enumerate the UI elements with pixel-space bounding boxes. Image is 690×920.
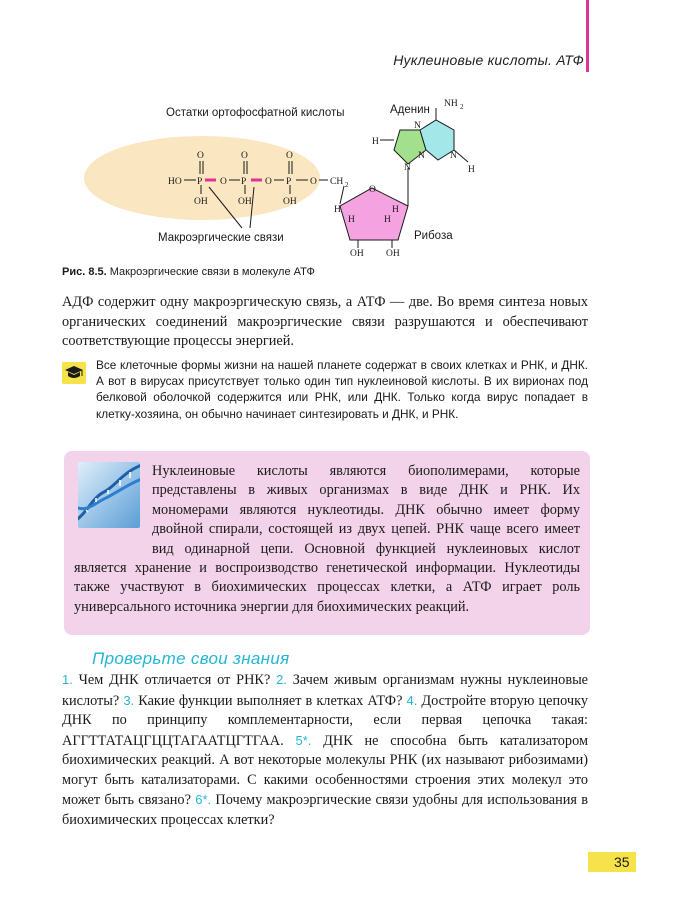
caption-text: Макроэргические связи в молекуле АТФ [109, 266, 315, 278]
question-text: Почему макроэргические связи удобны для использования в биохимических процессах клетки? [62, 792, 589, 828]
question-number: 3. [123, 692, 135, 708]
svg-text:N: N [404, 163, 411, 173]
caption-number: Рис. 8.5. [62, 266, 107, 278]
svg-text:HO: HO [168, 177, 182, 187]
label-ribose: Рибоза [414, 230, 453, 242]
svg-text:P: P [197, 177, 203, 187]
svg-text:OH: OH [350, 249, 364, 259]
summary-paragraph: Нуклеиновые кислоты являются биополимерами, которые представлены в живых организмах в виде ДНК и РНК. Их мономерами являются нуклеотиды. ДНК обычно имеет форму двойной спирали, состоящей из двух цепей. РНК чаще всего имеет вид одинарной цепи. Основной функцией нуклеиновых кислот является хранение и воспроизводство генетической информации. Нуклеотиды также участвуют в биохимических процессах клетки, а АТФ играет роль универсального источника энергии для биохимических реакций. [74, 463, 580, 615]
svg-text:H: H [348, 215, 355, 225]
svg-text:O: O [241, 151, 248, 161]
svg-text:O: O [369, 185, 376, 195]
svg-text:H: H [392, 205, 399, 215]
image-spacer [74, 462, 152, 540]
svg-text:P: P [286, 177, 292, 187]
svg-text:N: N [414, 121, 421, 131]
svg-text:O: O [220, 177, 227, 187]
summary-text [74, 462, 580, 617]
question-number: 4. [406, 692, 418, 708]
question-number: 2. [276, 672, 287, 687]
virus-note: Все клеточные формы жизни на нашей планете содержат в своих клетках и РНК, и ДНК. А вот в вирусах присутствует только один тип нуклеиновой кислоты. В их вирионах под белковой оболочкой содержится или РНК, или ДНК. Только когда вирус попадает в клетку-хозяина, он обычно начинает синтезировать и ДНК, и РНК. [96, 358, 588, 421]
question-number: 1. [62, 672, 73, 687]
adenine-six-ring [420, 120, 454, 160]
graduation-cap-icon [62, 362, 86, 384]
questions-list [62, 670, 588, 830]
question-number: 6*. [195, 792, 212, 807]
atp-figure [62, 92, 482, 260]
label-adenine: Аденин [390, 104, 430, 116]
svg-text:2: 2 [460, 103, 464, 111]
paragraph-adp-atp: АДФ содержит одну макроэргическую связь, а АТФ — две. Во время синтеза новых органических соединений макроэргические связи разрушаются и обеспечивают соответствующие процессы энергией. [62, 294, 588, 349]
label-phosphate-residues: Остатки ортофосфатной кислоты [166, 107, 345, 119]
page-edge-accent [586, 0, 589, 72]
question-text: Зачем живым организмам нужны нуклеиновые кислоты? [62, 672, 589, 709]
svg-text:O: O [286, 151, 293, 161]
svg-text:H: H [468, 165, 475, 175]
svg-text:OH: OH [283, 197, 297, 207]
svg-text:2: 2 [345, 181, 349, 189]
question-text: Чем ДНК отличается от РНК? [78, 672, 271, 688]
page-number: 35 [614, 854, 630, 870]
svg-text:OH: OH [194, 197, 208, 207]
label-macroergic-bonds: Макроэргические связи [158, 232, 284, 244]
svg-text:H: H [372, 137, 379, 147]
question-text: Какие функции выполняет в клетках АТФ? [138, 692, 403, 709]
question-text: ДНК не способна быть катализатором биохимических реакций. А вот некоторые молекулы РНК (их называют рибозимами) могут быть катализаторами. С какими особенностями строения этих молекул это может быть связано? [62, 732, 588, 808]
svg-text:O: O [265, 177, 272, 187]
svg-text:O: O [197, 151, 204, 161]
svg-text:CH: CH [330, 177, 344, 187]
questions-title: Проверьте свои знания [92, 649, 290, 668]
figure-caption [62, 266, 315, 278]
question-number: 5*. [295, 732, 312, 748]
running-title: Нуклеиновые кислоты. АТФ [393, 52, 584, 68]
svg-text:P: P [241, 177, 247, 187]
svg-text:O: O [310, 177, 317, 187]
question-text: Достройте вторую цепочку ДНК по принципу комплементарности, если первая цепочка такая: АГГТТАТАЦГЦЦТАГААТЦГТГАА. [62, 692, 589, 749]
svg-text:OH: OH [238, 197, 252, 207]
svg-text:OH: OH [386, 249, 400, 259]
svg-text:N: N [418, 151, 425, 161]
svg-text:N: N [450, 151, 457, 161]
svg-text:H: H [334, 205, 341, 215]
svg-text:H: H [384, 215, 391, 225]
svg-text:NH: NH [444, 99, 458, 109]
